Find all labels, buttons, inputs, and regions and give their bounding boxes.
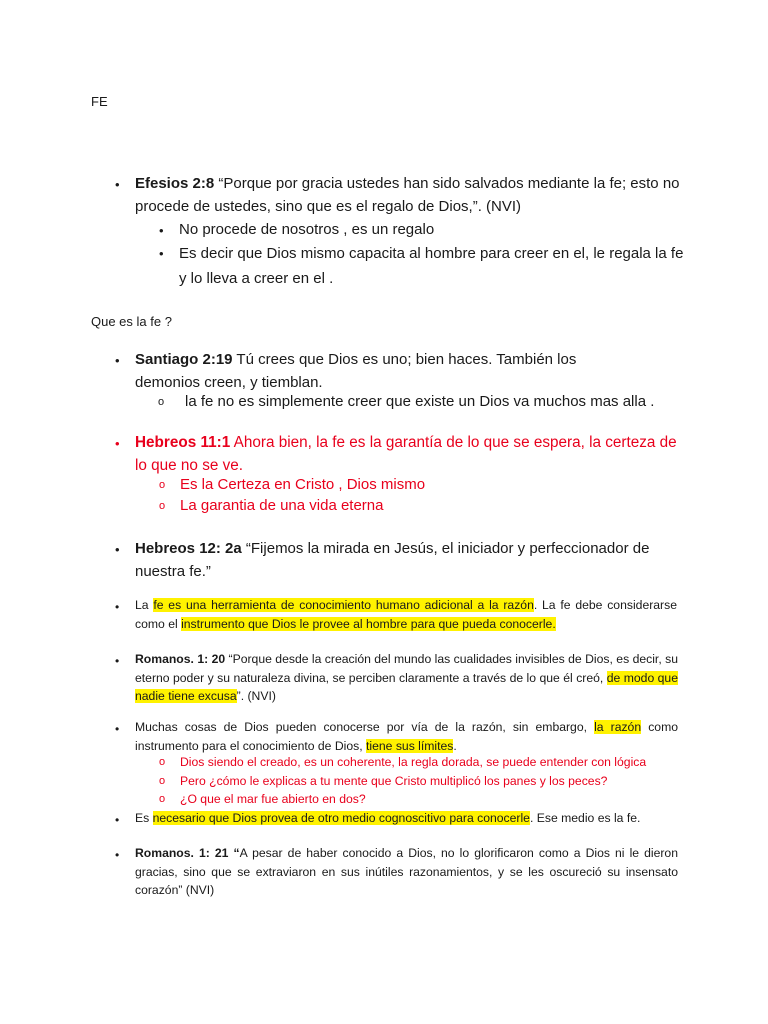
bullet-icon: • — [115, 654, 120, 668]
note-item — [159, 218, 689, 241]
verse-reference: Santiago 2:19 — [135, 351, 233, 368]
circle-bullet-icon: o — [159, 756, 166, 768]
text-run: La — [135, 598, 154, 612]
bullet-icon: • — [115, 722, 120, 736]
bullet-icon: • — [115, 542, 120, 557]
note-text: Es decir que Dios mismo capacita al hombre para creer en el, le regala la fe y lo lleva a creer en el . — [179, 245, 684, 287]
note-text: Es la Certeza en Cristo , Dios mismo — [180, 476, 426, 493]
circle-bullet-icon: o — [159, 793, 166, 805]
verse-hebreos-12 — [115, 537, 655, 583]
note-text: Dios siendo el creado, es un coherente, la regla dorada, se puede entender con lógica — [180, 755, 647, 769]
highlighted-text: tiene sus límites — [366, 738, 454, 753]
paragraph-razon — [115, 718, 678, 755]
bullet-icon: • — [115, 353, 120, 368]
note-text: ¿O que el mar fue abierto en dos? — [180, 792, 366, 806]
text-run: . Ese medio es la fe. — [529, 811, 641, 825]
note-item — [159, 495, 680, 516]
circle-bullet-icon: o — [159, 500, 166, 512]
note-item — [159, 772, 680, 791]
paragraph-medio-fe — [115, 809, 678, 828]
verse-text: ”. (NVI) — [236, 689, 276, 703]
verse-text: Ahora bien, la fe es la garantía de lo que se espera, la certeza de lo que no se ve. — [135, 434, 677, 474]
bullet-icon: • — [115, 177, 120, 192]
verse-text: Tú crees que Dios es uno; bien haces. También los demonios creen, y tiemblan. — [135, 351, 577, 391]
text-run: Es — [135, 811, 153, 825]
bullet-icon: • — [159, 223, 164, 238]
note-text: Pero ¿cómo le explicas a tu mente que Cristo multiplicó los panes y los peces? — [180, 774, 608, 788]
document-title: FE — [91, 94, 108, 109]
verse-reference: Romanos. 1: 20 — [135, 652, 226, 666]
note-item — [159, 474, 680, 495]
note-item — [159, 241, 691, 291]
highlighted-text: necesario que Dios provea de otro medio cognoscitivo para conocerle — [152, 811, 530, 825]
note-text: la fe no es simplemente creer que existe un Dios va muchos mas alla . — [185, 393, 655, 410]
verse-santiago — [115, 348, 635, 394]
bullet-icon: • — [159, 246, 164, 261]
verse-hebreos-11 — [115, 431, 681, 477]
highlighted-text: fe es una herramienta de conocimiento humano adicional a la razón — [153, 598, 534, 612]
circle-bullet-icon: o — [158, 396, 165, 408]
verse-reference: Romanos. 1: 21 “ — [135, 846, 240, 860]
note-item — [158, 391, 679, 412]
verse-reference: Efesios 2:8 — [135, 175, 215, 192]
note-item — [159, 790, 680, 809]
text-run: como instrumento para el conocimiento de Dios, — [135, 720, 678, 753]
bullet-icon: • — [115, 600, 120, 614]
verse-romanos-1-21 — [115, 844, 678, 900]
verse-reference: Hebreos 12: 2a — [135, 540, 242, 557]
highlighted-text: instrumento que Dios le provee al hombre para que pueda conocerle. — [181, 616, 556, 631]
verse-text: “Porque desde la creación del mundo las cualidades invisibles de Dios, es decir, su eterno poder y su naturaleza divina, se perciben claramente a través de lo que él creó, — [135, 652, 678, 685]
circle-bullet-icon: o — [159, 479, 166, 491]
verse-romanos-1-20 — [115, 650, 678, 706]
bullet-icon: • — [115, 813, 120, 827]
note-item — [159, 753, 680, 772]
section-heading: Que es la fe ? — [91, 314, 172, 329]
verse-text: “Porque por gracia ustedes han sido salvados mediante la fe; esto no procede de ustedes, sino que es el regalo de Dios,”. (NVI) — [135, 175, 680, 215]
verse-text: A pesar de haber conocido a Dios, no lo glorificaron como a Dios ni le dieron gracias, sino que se extraviaron en sus inútiles razonamientos, y se les oscureció su insensato corazón” (NVI) — [135, 846, 678, 897]
note-text: No procede de nosotros , es un regalo — [179, 221, 435, 238]
bullet-icon: • — [115, 848, 120, 862]
paragraph-fe-herramienta — [115, 596, 677, 633]
text-run: Muchas cosas de Dios pueden conocerse por vía de la razón, sin embargo, — [135, 720, 595, 734]
verse-text: “Fijemos la mirada en Jesús, el iniciador y perfeccionador de nuestra fe.” — [135, 540, 650, 580]
circle-bullet-icon: o — [159, 775, 166, 787]
bullet-icon: • — [115, 436, 120, 451]
note-text: La garantia de una vida eterna — [180, 497, 384, 514]
text-run: . La fe debe considerarse como el — [135, 598, 677, 631]
highlighted-text: de modo que nadie tiene excusa — [135, 670, 678, 703]
highlighted-text: la razón — [594, 720, 642, 734]
verse-efesios — [115, 172, 681, 218]
verse-reference: Hebreos 11:1 — [135, 434, 231, 451]
text-run: . — [453, 738, 457, 753]
